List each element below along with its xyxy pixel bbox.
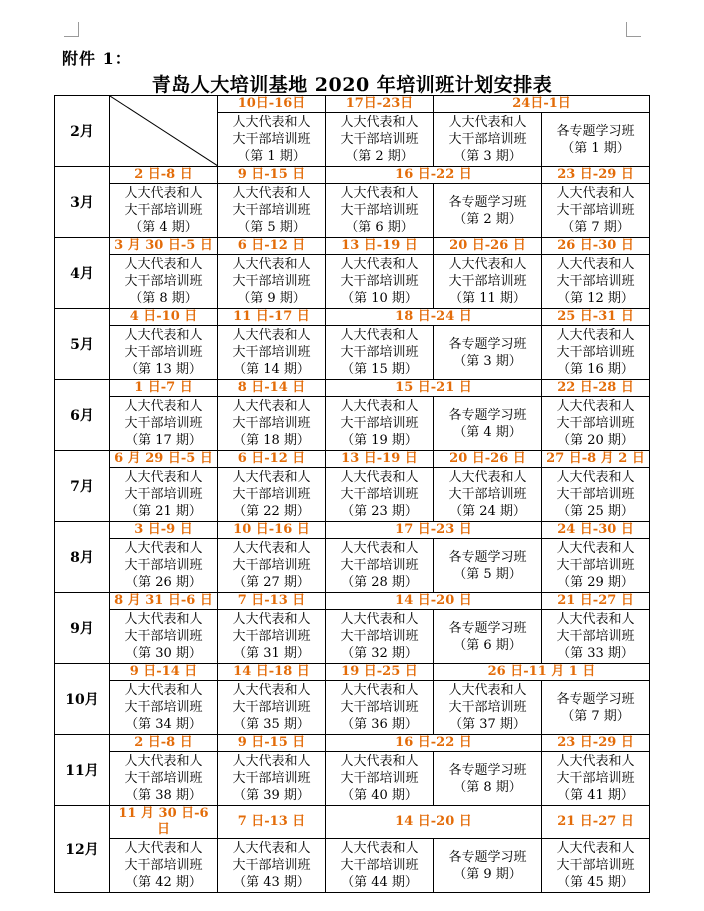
- training-class-cell: [542, 326, 650, 380]
- class-line: 大干部培训班: [448, 487, 527, 502]
- month-label: 4月: [55, 238, 110, 309]
- header-diagonal-cell: [110, 96, 218, 167]
- class-line: 人大代表和人: [448, 257, 527, 272]
- class-line: （第 6 期）: [453, 637, 522, 653]
- date-range: 23 日-29 日: [542, 167, 650, 184]
- class-line: （第 23 期）: [341, 504, 418, 519]
- class-line: （第 37 期）: [449, 717, 526, 732]
- class-line: 人大代表和人: [556, 257, 635, 272]
- class-line: （第 17 期）: [125, 433, 202, 448]
- class-line: 人大代表和人: [556, 186, 635, 201]
- date-row: [55, 522, 650, 539]
- class-line: 各专题学习班: [556, 123, 635, 139]
- class-line: （第 13 期）: [125, 362, 202, 377]
- date-range: 17 日-23 日: [326, 522, 542, 539]
- class-line: 大干部培训班: [556, 416, 635, 431]
- month-label: 5月: [55, 309, 110, 380]
- class-line: 大干部培训班: [124, 858, 203, 873]
- class-line: 人大代表和人: [232, 115, 311, 130]
- date-range: 9 日-14 日: [110, 664, 218, 681]
- class-line: 人大代表和人: [340, 612, 419, 627]
- training-class-cell: [542, 255, 650, 309]
- training-class-cell: [218, 255, 326, 309]
- special-study-class-cell: [434, 397, 542, 451]
- class-line: 大干部培训班: [124, 700, 203, 715]
- date-range: 14 日-20 日: [326, 593, 542, 610]
- class-row: [55, 184, 650, 238]
- date-range: 18 日-24 日: [326, 309, 542, 326]
- class-line: （第 41 期）: [557, 788, 634, 803]
- class-line: 大干部培训班: [556, 345, 635, 360]
- class-line: 人大代表和人: [124, 257, 203, 272]
- class-row: [55, 397, 650, 451]
- class-line: 各专题学习班: [448, 549, 527, 565]
- date-row: [55, 664, 650, 681]
- date-row: [55, 380, 650, 397]
- month-label: 6月: [55, 380, 110, 451]
- month-label: 3月: [55, 167, 110, 238]
- class-line: （第 27 期）: [233, 575, 310, 590]
- class-line: （第 24 期）: [449, 504, 526, 519]
- class-row: [55, 752, 650, 806]
- class-line: 人大代表和人: [556, 470, 635, 485]
- training-class-cell: [542, 839, 650, 893]
- page-corner-mark-right: [626, 22, 641, 37]
- class-line: （第 35 期）: [233, 717, 310, 732]
- class-line: 人大代表和人: [556, 841, 635, 856]
- class-line: （第 19 期）: [341, 433, 418, 448]
- training-class-cell: [434, 468, 542, 522]
- training-class-cell: [542, 468, 650, 522]
- class-line: （第 21 期）: [125, 504, 202, 519]
- special-study-class-cell: [434, 539, 542, 593]
- training-class-cell: [218, 839, 326, 893]
- date-range: 6 日-12 日: [218, 451, 326, 468]
- class-line: （第 8 期）: [129, 291, 198, 306]
- class-line: 大干部培训班: [232, 771, 311, 786]
- class-line: （第 14 期）: [233, 362, 310, 377]
- class-line: 大干部培训班: [340, 771, 419, 786]
- class-line: 大干部培训班: [232, 558, 311, 573]
- class-line: （第 18 期）: [233, 433, 310, 448]
- training-class-cell: [326, 184, 434, 238]
- class-line: 大干部培训班: [556, 629, 635, 644]
- date-range: 11 日-17 日: [218, 309, 326, 326]
- class-line: 各专题学习班: [448, 762, 527, 778]
- class-line: （第 2 期）: [453, 211, 522, 227]
- special-study-class-cell: [434, 839, 542, 893]
- date-range: 22 日-28 日: [542, 380, 650, 397]
- date-range: 16 日-22 日: [326, 735, 542, 752]
- class-line: 大干部培训班: [124, 274, 203, 289]
- date-range: 16 日-22 日: [326, 167, 542, 184]
- class-line: 人大代表和人: [232, 399, 311, 414]
- date-row: [55, 806, 650, 839]
- date-range: 19 日-25 日: [326, 664, 434, 681]
- class-line: （第 4 期）: [129, 220, 198, 235]
- class-line: 大干部培训班: [232, 345, 311, 360]
- class-line: 大干部培训班: [556, 487, 635, 502]
- date-range: 10日-16日: [218, 96, 326, 113]
- class-line: 人大代表和人: [232, 186, 311, 201]
- special-study-class-cell: [542, 113, 650, 167]
- class-line: 大干部培训班: [340, 700, 419, 715]
- training-class-cell: [326, 397, 434, 451]
- class-line: 大干部培训班: [232, 132, 311, 147]
- class-line: （第 30 期）: [125, 646, 202, 661]
- class-row: [55, 681, 650, 735]
- date-range: 9 日-15 日: [218, 735, 326, 752]
- class-line: 大干部培训班: [556, 203, 635, 218]
- class-line: 大干部培训班: [556, 274, 635, 289]
- training-class-cell: [110, 681, 218, 735]
- class-line: （第 7 期）: [561, 220, 630, 235]
- training-class-cell: [110, 255, 218, 309]
- class-line: （第 1 期）: [237, 149, 306, 164]
- special-study-class-cell: [542, 681, 650, 735]
- date-range: 20 日-26 日: [434, 451, 542, 468]
- date-range: 21 日-27 日: [542, 593, 650, 610]
- date-range: 26 日-30 日: [542, 238, 650, 255]
- training-class-cell: [218, 610, 326, 664]
- special-study-class-cell: [434, 326, 542, 380]
- class-line: 人大代表和人: [556, 541, 635, 556]
- date-range: 3 日-9 日: [110, 522, 218, 539]
- class-line: 各专题学习班: [448, 194, 527, 210]
- class-row: [55, 610, 650, 664]
- class-line: 大干部培训班: [340, 345, 419, 360]
- training-class-cell: [218, 113, 326, 167]
- class-line: 人大代表和人: [340, 470, 419, 485]
- training-class-cell: [326, 839, 434, 893]
- class-line: （第 12 期）: [557, 291, 634, 306]
- date-range: 7 日-13 日: [218, 593, 326, 610]
- class-line: （第 10 期）: [341, 291, 418, 306]
- class-row: [55, 326, 650, 380]
- class-line: 人大代表和人: [124, 612, 203, 627]
- date-range: 2 日-8 日: [110, 735, 218, 752]
- class-line: 大干部培训班: [124, 487, 203, 502]
- page-title: 青岛人大培训基地 2020 年培训班计划安排表: [151, 74, 553, 96]
- training-class-cell: [218, 752, 326, 806]
- training-class-cell: [542, 752, 650, 806]
- month-label: 11月: [55, 735, 110, 806]
- class-line: 人大代表和人: [340, 841, 419, 856]
- class-line: （第 29 期）: [557, 575, 634, 590]
- class-line: 人大代表和人: [340, 186, 419, 201]
- training-class-cell: [110, 752, 218, 806]
- special-study-class-cell: [434, 610, 542, 664]
- date-range: 25 日-31 日: [542, 309, 650, 326]
- class-line: 人大代表和人: [124, 328, 203, 343]
- class-line: （第 6 期）: [345, 220, 414, 235]
- date-range: 9 日-15 日: [218, 167, 326, 184]
- class-line: （第 42 期）: [125, 875, 202, 890]
- training-class-cell: [326, 539, 434, 593]
- class-line: 人大代表和人: [448, 683, 527, 698]
- class-line: （第 8 期）: [453, 779, 522, 795]
- training-class-cell: [434, 255, 542, 309]
- class-line: （第 34 期）: [125, 717, 202, 732]
- date-range: 3 月 30 日-5 日: [110, 238, 218, 255]
- class-line: （第 20 期）: [557, 433, 634, 448]
- class-line: 人大代表和人: [232, 257, 311, 272]
- training-class-cell: [326, 113, 434, 167]
- class-line: 大干部培训班: [448, 700, 527, 715]
- training-class-cell: [542, 397, 650, 451]
- class-line: （第 45 期）: [557, 875, 634, 890]
- class-line: 人大代表和人: [448, 470, 527, 485]
- class-line: 各专题学习班: [448, 849, 527, 865]
- training-class-cell: [218, 184, 326, 238]
- date-range: 7 日-13 日: [218, 806, 326, 839]
- class-line: （第 40 期）: [341, 788, 418, 803]
- class-line: （第 9 期）: [453, 866, 522, 882]
- training-class-cell: [434, 113, 542, 167]
- training-class-cell: [326, 326, 434, 380]
- class-line: 大干部培训班: [340, 274, 419, 289]
- date-row: [55, 309, 650, 326]
- class-line: 各专题学习班: [556, 691, 635, 707]
- class-line: 人大代表和人: [232, 470, 311, 485]
- class-line: 人大代表和人: [232, 683, 311, 698]
- month-label: 8月: [55, 522, 110, 593]
- class-line: 大干部培训班: [340, 132, 419, 147]
- training-class-cell: [110, 610, 218, 664]
- training-class-cell: [110, 839, 218, 893]
- training-class-cell: [218, 468, 326, 522]
- class-line: （第 16 期）: [557, 362, 634, 377]
- date-range: 10 日-16 日: [218, 522, 326, 539]
- class-line: 大干部培训班: [232, 700, 311, 715]
- class-line: 人大代表和人: [232, 328, 311, 343]
- date-range: 24 日-30 日: [542, 522, 650, 539]
- training-class-cell: [218, 326, 326, 380]
- class-line: （第 3 期）: [453, 353, 522, 369]
- class-line: 大干部培训班: [232, 416, 311, 431]
- training-class-cell: [110, 539, 218, 593]
- training-class-cell: [326, 681, 434, 735]
- class-line: （第 5 期）: [237, 220, 306, 235]
- date-range: 13 日-19 日: [326, 451, 434, 468]
- date-range: 6 日-12 日: [218, 238, 326, 255]
- class-line: 大干部培训班: [124, 771, 203, 786]
- class-line: 人大代表和人: [232, 612, 311, 627]
- training-class-cell: [110, 397, 218, 451]
- date-row: [55, 735, 650, 752]
- class-row: [55, 255, 650, 309]
- training-class-cell: [542, 610, 650, 664]
- class-line: 人大代表和人: [232, 541, 311, 556]
- class-row: [55, 539, 650, 593]
- class-line: 大干部培训班: [556, 558, 635, 573]
- date-range: 6 月 29 日-5 日: [110, 451, 218, 468]
- date-range: 26 日-11 月 1 日: [434, 664, 650, 681]
- class-line: （第 36 期）: [341, 717, 418, 732]
- class-line: （第 39 期）: [233, 788, 310, 803]
- date-range: 14 日-20 日: [326, 806, 542, 839]
- class-line: （第 43 期）: [233, 875, 310, 890]
- month-label: 7月: [55, 451, 110, 522]
- month-label: 2月: [55, 96, 110, 167]
- class-line: （第 32 期）: [341, 646, 418, 661]
- class-line: 人大代表和人: [556, 399, 635, 414]
- class-line: 大干部培训班: [556, 858, 635, 873]
- date-row: [55, 238, 650, 255]
- training-class-cell: [326, 752, 434, 806]
- date-row: [55, 167, 650, 184]
- schedule-table: [54, 95, 650, 893]
- date-range: 2 日-8 日: [110, 167, 218, 184]
- class-line: 人大代表和人: [340, 115, 419, 130]
- special-study-class-cell: [434, 752, 542, 806]
- class-line: （第 7 期）: [561, 708, 630, 724]
- diagonal-line: [110, 96, 218, 166]
- date-range: 11 月 30 日-6 日: [110, 806, 218, 839]
- class-line: 大干部培训班: [124, 345, 203, 360]
- class-line: 人大代表和人: [340, 541, 419, 556]
- class-line: （第 2 期）: [345, 149, 414, 164]
- date-range: 4 日-10 日: [110, 309, 218, 326]
- month-label: 12月: [55, 806, 110, 893]
- class-line: （第 25 期）: [557, 504, 634, 519]
- training-class-cell: [542, 539, 650, 593]
- class-line: 人大代表和人: [124, 399, 203, 414]
- date-range: 8 日-14 日: [218, 380, 326, 397]
- class-line: 大干部培训班: [340, 558, 419, 573]
- date-range: 20 日-26 日: [434, 238, 542, 255]
- class-line: 人大代表和人: [232, 754, 311, 769]
- class-line: 大干部培训班: [232, 629, 311, 644]
- class-line: 人大代表和人: [124, 186, 203, 201]
- date-row: [55, 451, 650, 468]
- class-line: 人大代表和人: [556, 328, 635, 343]
- class-line: 大干部培训班: [124, 558, 203, 573]
- training-class-cell: [110, 468, 218, 522]
- class-line: （第 1 期）: [561, 140, 630, 156]
- attachment-label: 附件 1：: [62, 49, 132, 68]
- class-line: 人大代表和人: [340, 754, 419, 769]
- month-label: 10月: [55, 664, 110, 735]
- date-range: 14 日-18 日: [218, 664, 326, 681]
- class-line: 大干部培训班: [340, 629, 419, 644]
- class-line: 人大代表和人: [340, 257, 419, 272]
- class-line: 人大代表和人: [124, 470, 203, 485]
- date-range: 17日-23日: [326, 96, 434, 113]
- class-line: （第 28 期）: [341, 575, 418, 590]
- date-range: 24日-1日: [434, 96, 650, 113]
- class-line: 人大代表和人: [448, 115, 527, 130]
- training-class-cell: [110, 326, 218, 380]
- class-line: 大干部培训班: [124, 629, 203, 644]
- date-range: 1 日-7 日: [110, 380, 218, 397]
- date-range: 27 日-8 月 2 日: [542, 451, 650, 468]
- training-class-cell: [326, 610, 434, 664]
- month-label: 9月: [55, 593, 110, 664]
- class-line: 大干部培训班: [340, 858, 419, 873]
- training-class-cell: [434, 681, 542, 735]
- class-line: 人大代表和人: [556, 754, 635, 769]
- date-range: 15 日-21 日: [326, 380, 542, 397]
- class-line: 大干部培训班: [124, 203, 203, 218]
- class-row: [55, 468, 650, 522]
- class-line: 各专题学习班: [448, 336, 527, 352]
- class-line: （第 11 期）: [449, 291, 526, 306]
- training-class-cell: [218, 397, 326, 451]
- class-line: 大干部培训班: [232, 203, 311, 218]
- class-line: 人大代表和人: [124, 841, 203, 856]
- class-line: （第 31 期）: [233, 646, 310, 661]
- date-row: [55, 593, 650, 610]
- class-line: 人大代表和人: [124, 754, 203, 769]
- class-line: （第 44 期）: [341, 875, 418, 890]
- date-range: 8 月 31 日-6 日: [110, 593, 218, 610]
- class-line: 大干部培训班: [340, 203, 419, 218]
- class-line: （第 33 期）: [557, 646, 634, 661]
- class-line: 大干部培训班: [232, 487, 311, 502]
- class-line: 各专题学习班: [448, 620, 527, 636]
- class-line: （第 5 期）: [453, 566, 522, 582]
- training-class-cell: [218, 681, 326, 735]
- date-range: 23 日-29 日: [542, 735, 650, 752]
- class-line: （第 26 期）: [125, 575, 202, 590]
- class-line: 人大代表和人: [124, 541, 203, 556]
- training-class-cell: [542, 184, 650, 238]
- class-line: （第 38 期）: [125, 788, 202, 803]
- class-line: （第 3 期）: [453, 149, 522, 164]
- class-line: 大干部培训班: [232, 858, 311, 873]
- page-corner-mark-left: [64, 22, 79, 37]
- special-study-class-cell: [434, 184, 542, 238]
- class-line: （第 9 期）: [237, 291, 306, 306]
- class-line: 大干部培训班: [448, 132, 527, 147]
- date-range: 21 日-27 日: [542, 806, 650, 839]
- class-line: 人大代表和人: [340, 328, 419, 343]
- class-line: 各专题学习班: [448, 407, 527, 423]
- class-line: （第 15 期）: [341, 362, 418, 377]
- class-line: 大干部培训班: [340, 487, 419, 502]
- class-line: 大干部培训班: [556, 771, 635, 786]
- class-line: 人大代表和人: [556, 612, 635, 627]
- class-line: （第 4 期）: [453, 424, 522, 440]
- class-line: 人大代表和人: [340, 683, 419, 698]
- class-line: 人大代表和人: [232, 841, 311, 856]
- training-class-cell: [326, 255, 434, 309]
- date-row: [55, 96, 650, 113]
- training-class-cell: [110, 184, 218, 238]
- class-line: 人大代表和人: [124, 683, 203, 698]
- class-line: （第 22 期）: [233, 504, 310, 519]
- class-line: 大干部培训班: [340, 416, 419, 431]
- class-line: 大干部培训班: [448, 274, 527, 289]
- class-line: 大干部培训班: [232, 274, 311, 289]
- training-class-cell: [218, 539, 326, 593]
- class-row: [55, 839, 650, 893]
- class-line: 人大代表和人: [340, 399, 419, 414]
- training-class-cell: [326, 468, 434, 522]
- class-line: 大干部培训班: [124, 416, 203, 431]
- date-range: 13 日-19 日: [326, 238, 434, 255]
